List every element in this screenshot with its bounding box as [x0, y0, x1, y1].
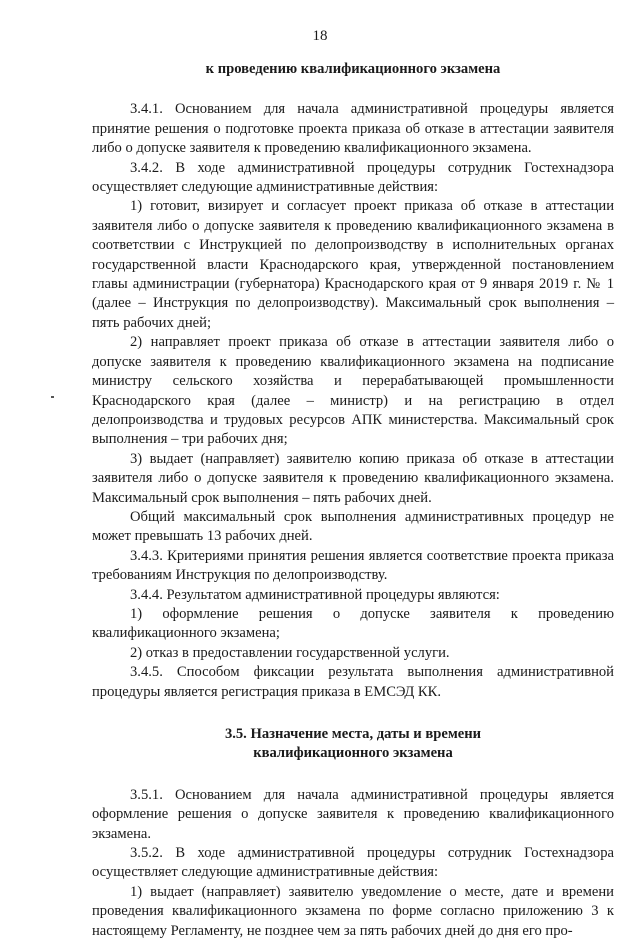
paragraph: 1) выдает (направляет) заявителю уведомление о месте, дате и времени проведения квалификационного экзамена по форме согласно приложению 3 к настоящему Регламенту, не позднее чем за пять рабочих дней до дня его про- — [92, 883, 614, 939]
paragraph: 3.4.1. Основанием для начала административной процедуры является принятие решения о подготовке проекта приказа об отказе в аттестации заявителя либо о допуске заявителя к проведению квалификационного экзамена. — [92, 101, 614, 157]
paragraph: 2) отказ в предоставлении государственной услуги. — [130, 644, 450, 661]
paragraph: 3.4.4. Результатом административной процедуры являются: — [130, 586, 500, 603]
paragraph: Общий максимальный срок выполнения административных процедур не может превышать 13 рабочих дней. — [92, 508, 614, 545]
section-title — [92, 725, 614, 764]
margin-mark — [51, 396, 54, 398]
top-heading: к проведению квалификационного экзамена — [205, 61, 501, 77]
paragraph: 3.5.1. Основанием для начала административной процедуры является оформление решения о допуске заявителя к проведению квалификационного экзамена. — [92, 786, 614, 842]
section-title-line: 3.5. Назначение места, даты и времени — [224, 726, 482, 742]
paragraph: 1) готовит, визирует и согласует проект приказа об отказе в аттестации заявителя либо о допуске заявителя к проведению квалификационного экзамена в соответствии с Инструкцией по делопроизводству в исполнительных органах государственной власти Краснодарского края, утвержденной постановлением главы администрации (губернатора) Краснодарского края от 9 января 2019 г. № 1 (далее – Инструкция по делопроизводству). Максимальный срок выполнения – пять рабочих дней; — [92, 198, 614, 331]
document-body — [92, 60, 614, 941]
paragraph: 1) оформление решения о допуске заявителя к проведению квалификационного экзамена; — [92, 605, 614, 642]
section-3-4-block — [92, 100, 614, 702]
section-3-5-block — [92, 786, 614, 941]
section-title-line: квалификационного экзамена — [253, 745, 453, 762]
paragraph: 2) направляет проект приказа об отказе в аттестации заявителя либо о допуске заявителя к проведению квалификационного экзамена на подписание министру сельского хозяйства и перерабатывающей промышленности Краснодарского края (далее – министр) и на регистрацию в отдел делопроизводства и трудовых ресурсов АПК министерства. Максимальный срок выполнения – три рабочих дня; — [92, 334, 614, 448]
page-number: 18 — [312, 28, 328, 44]
paragraph: 3.4.3. Критериями принятия решения является соответствие проекта приказа требованиям Инструкция по делопроизводству. — [92, 547, 614, 584]
paragraph: 3.4.2. В ходе административной процедуры сотрудник Гостехнадзора осуществляет следующие административные действия: — [92, 159, 614, 196]
paragraph: 3.5.2. В ходе административной процедуры сотрудник Гостехнадзора осуществляет следующие административные действия: — [92, 845, 614, 881]
paragraph: 3.4.5. Способом фиксации результата выполнения административной процедуры является регистрация приказа в ЕМСЭД КК. — [92, 664, 614, 700]
paragraph: 3) выдает (направляет) заявителю копию приказа об отказе в аттестации заявителя либо о допуске заявителя к проведению квалификационного экзамена. Максимальный срок выполнения – пять рабочих дней. — [92, 450, 614, 506]
